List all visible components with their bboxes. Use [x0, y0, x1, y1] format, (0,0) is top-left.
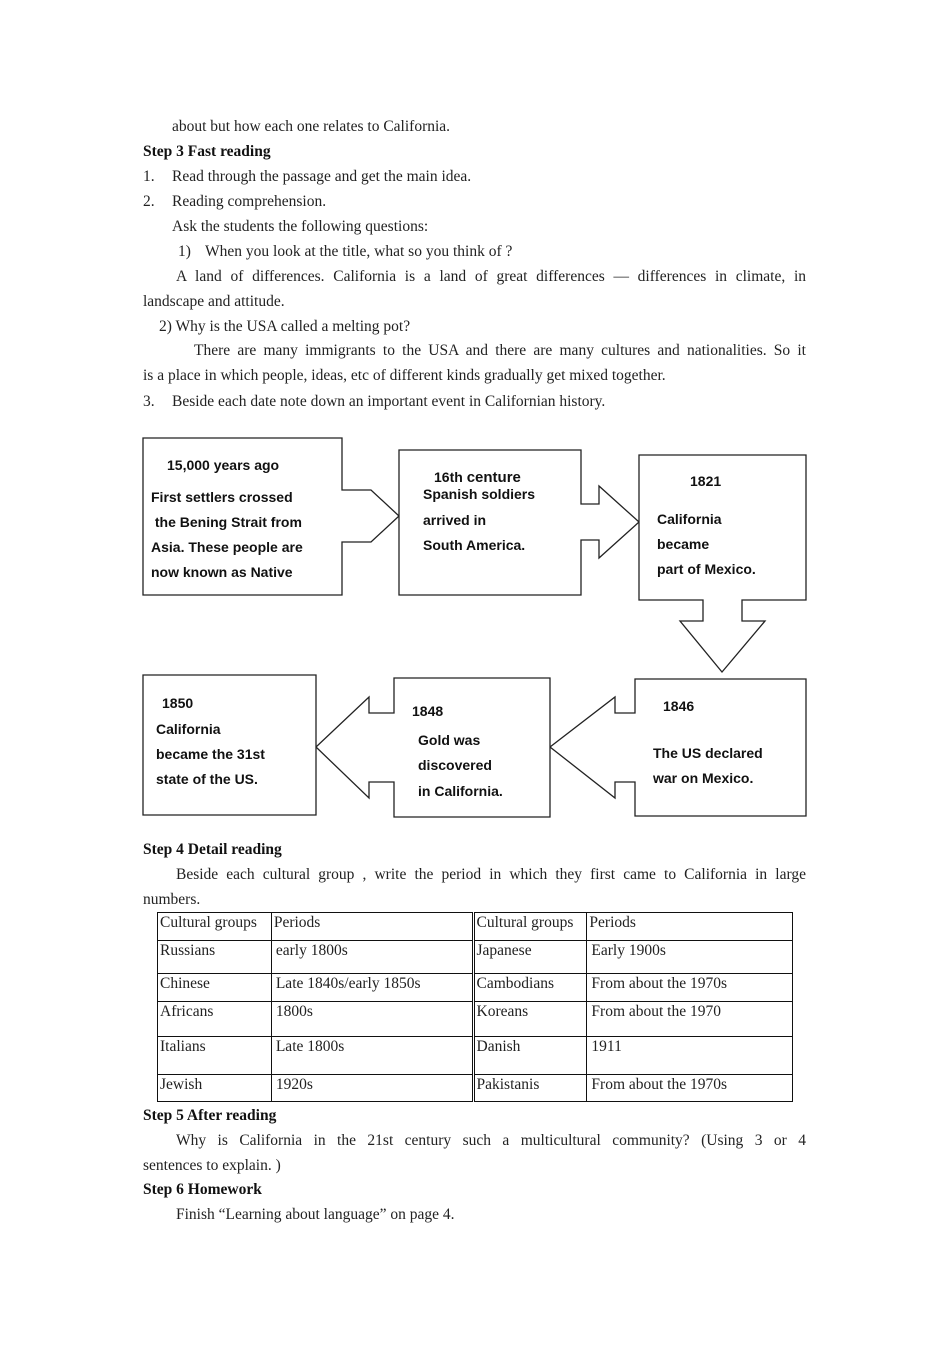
question2: 2) Why is the USA called a melting pot? [159, 318, 411, 335]
step5-line1: Why is California in the 21st century such a multicultural community? (Using 3 or 4 [176, 1132, 806, 1149]
header-periods: Periods [271, 913, 473, 941]
table-cell: Koreans [473, 1002, 587, 1037]
box5-line1: Gold was [418, 732, 481, 748]
answer2-line2: is a place in which people, ideas, etc of different kinds gradually get mixed together. [143, 367, 666, 384]
box1-line3: Asia. These people are [151, 539, 303, 555]
table-cell: 1800s [271, 1002, 473, 1037]
table-cell: Jewish [158, 1075, 272, 1102]
step3-item1-number: 1. [143, 168, 155, 185]
table-cell: From about the 1970s [587, 974, 793, 1002]
step3-heading: Step 3 Fast reading [143, 143, 271, 160]
table-row [158, 1075, 793, 1102]
box4-date: 1846 [663, 698, 695, 714]
box1-line4: now known as Native [151, 564, 293, 580]
step4-heading: Step 4 Detail reading [143, 841, 282, 858]
table-cell: Russians [158, 941, 272, 974]
step5-line2: sentences to explain. ) [143, 1157, 281, 1174]
step3-item2-number: 2. [143, 193, 155, 210]
box5-line3: in California. [418, 783, 503, 799]
intro-line: about but how each one relates to California. [172, 118, 451, 135]
step4-instruction-line2: numbers. [143, 891, 201, 908]
step5-heading: Step 5 After reading [143, 1107, 277, 1124]
question1-number: 1) [178, 243, 191, 260]
box1-line1: First settlers crossed [151, 489, 293, 505]
header-periods-2: Periods [587, 913, 793, 941]
box5-date: 1848 [412, 703, 444, 719]
table-cell: Japanese [473, 941, 587, 974]
step3-item1: Read through the passage and get the main idea. [172, 168, 472, 185]
cultural-groups-table [157, 912, 793, 1102]
box4-line2: war on Mexico. [653, 770, 754, 786]
box5-line2: discovered [418, 757, 492, 773]
table-row [158, 941, 793, 974]
step3-item2: Reading comprehension. [172, 193, 327, 210]
box3-line3: part of Mexico. [657, 561, 756, 577]
box2-line3: South America. [423, 537, 526, 553]
step3-item3: Beside each date note down an important event in Californian history. [172, 393, 606, 410]
box1-line2: the Bening Strait from [151, 514, 302, 530]
answer1-line2: landscape and attitude. [143, 293, 285, 310]
header-cultural-groups-2: Cultural groups [473, 913, 587, 941]
step4-instruction-line1: Beside each cultural group , write the period in which they first came to California in large [176, 866, 806, 883]
table-cell: From about the 1970 [587, 1002, 793, 1037]
table-cell: 1920s [271, 1075, 473, 1102]
box3-date: 1821 [690, 473, 722, 489]
table-cell: Chinese [158, 974, 272, 1002]
table-cell: Italians [158, 1037, 272, 1075]
answer2-line1: There are many immigrants to the USA and there are many cultures and nationalities. So it [194, 342, 806, 359]
box6-date: 1850 [162, 695, 194, 711]
box1-date: 15,000 years ago [167, 457, 280, 473]
table-cell: Late 1800s [271, 1037, 473, 1075]
table-cell: Africans [158, 1002, 272, 1037]
box6-line2: became the 31st [156, 746, 265, 762]
table-cell: Cambodians [473, 974, 587, 1002]
table-cell: Danish [473, 1037, 587, 1075]
table-header-row [158, 913, 793, 941]
box4-line1: The US declared [653, 745, 763, 761]
box2-line1: Spanish soldiers [423, 486, 536, 502]
step6-line1: Finish “Learning about language” on page 4. [176, 1206, 455, 1223]
box3-line1: California [657, 511, 722, 527]
question1: When you look at the title, what so you think of ? [205, 243, 513, 260]
step6-heading: Step 6 Homework [143, 1181, 262, 1198]
table-cell: Late 1840s/early 1850s [271, 974, 473, 1002]
table-row [158, 1002, 793, 1037]
table-cell: Early 1900s [587, 941, 793, 974]
box6-line3: state of the US. [156, 771, 258, 787]
answer1-line1: A land of differences. California is a land of great differences — differences in climate, in [176, 268, 806, 285]
box2-line2: arrived in [423, 512, 487, 528]
box6-line1: California [156, 721, 221, 737]
header-cultural-groups: Cultural groups [158, 913, 272, 941]
table-row [158, 974, 793, 1002]
table-row [158, 1037, 793, 1075]
box3-line2: became [657, 536, 710, 552]
table-cell: early 1800s [271, 941, 473, 974]
step3-item3-number: 3. [143, 393, 155, 410]
table-cell: From about the 1970s [587, 1075, 793, 1102]
box2-date: 16th centure [434, 469, 521, 486]
ask-line: Ask the students the following questions: [172, 218, 429, 235]
table-cell: Pakistanis [473, 1075, 587, 1102]
table-cell: 1911 [587, 1037, 793, 1075]
